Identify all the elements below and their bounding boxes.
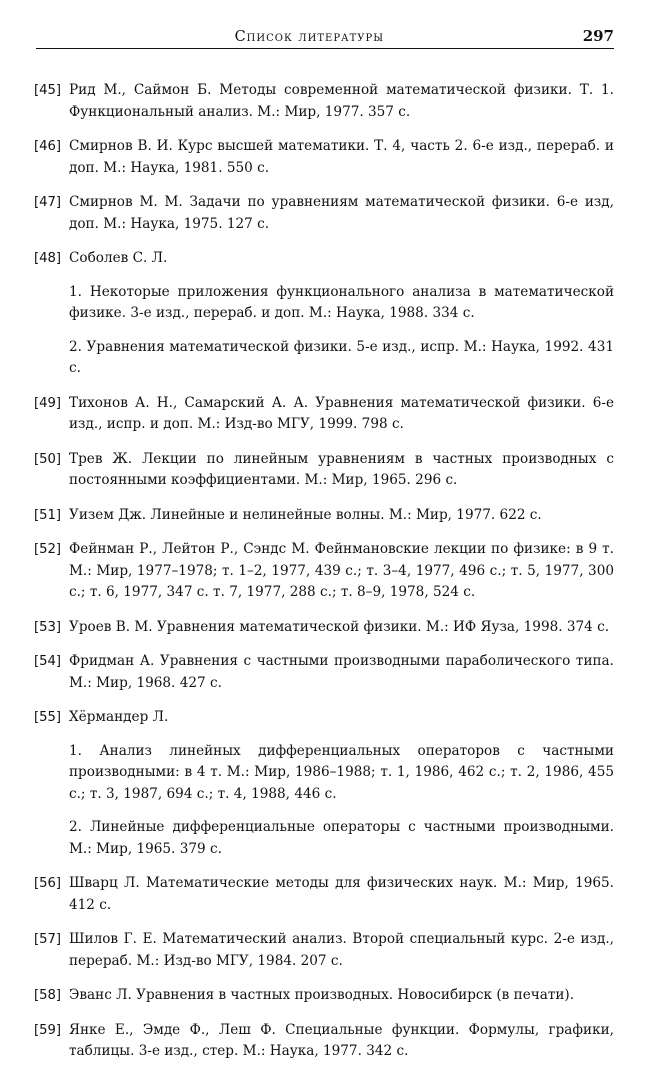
reference-text: Смирнов М. М. Задачи по уравнениям математической физики. 6-е изд, доп. М.: Наука, 1975. 127 с. bbox=[69, 194, 614, 232]
reference-number: [57] bbox=[34, 932, 62, 947]
reference-text: Трев Ж. Лекции по линейным уравнениям в частных производных с постоянными коэффициентами. М.: Мир, 1965. 296 с. bbox=[69, 450, 614, 488]
reference-number: [49] bbox=[34, 395, 62, 411]
reference-53 bbox=[34, 617, 614, 639]
reference-text: Соболев С. Л. bbox=[69, 250, 168, 266]
reference-text: Фридман А. Уравнения с частными производными параболического типа. М.: Мир, 1968. 427 с. bbox=[69, 653, 614, 691]
page-number: 297 bbox=[582, 27, 614, 45]
reference-text: Рид М., Саймон Б. Методы современной математической физики. Т. 1. Функциональный анализ. М.: Мир, 1977. 357 с. bbox=[69, 82, 614, 120]
reference-46 bbox=[34, 136, 614, 179]
reference-text: Шилов Г. Е. Математический анализ. Второй специальный курс. 2-е изд., перераб. М.: Изд-во МГУ, 1984. 207 с. bbox=[69, 931, 614, 969]
reference-58 bbox=[34, 985, 614, 1007]
reference-51 bbox=[34, 505, 614, 527]
reference-text: Янке Е., Эмде Ф., Леш Ф. Специальные функции. Формулы, графики, таблицы. 3-е изд., стер. М.: Наука, 1977. 342 с. bbox=[69, 1021, 614, 1059]
header-title: Список литературы bbox=[234, 29, 385, 45]
reference-47 bbox=[34, 192, 614, 235]
reference-text: Уизем Дж. Линейные и нелинейные волны. М.: Мир, 1977. 622 с. bbox=[69, 506, 542, 523]
reference-text: Смирнов В. И. Курс высшей математики. Т. 4, часть 2. 6-е изд., перераб. и доп. М.: Наука, 1981. 550 с. bbox=[69, 138, 614, 176]
reference-subitem: 1. Анализ линейных дифференциальных операторов с частными производными: в 4 т. М.: Мир, 1986–1988; т. 1, 1986, 462 с.; т. 2, 1986, 455 с.; т. 3, 1987, 694 с.; т. 4, 1988, 446 с. bbox=[69, 742, 614, 802]
reference-59 bbox=[34, 1020, 614, 1063]
reference-56 bbox=[34, 873, 614, 916]
reference-text: Хёрмандер Л. bbox=[69, 709, 169, 725]
reference-number: [52] bbox=[34, 542, 62, 557]
reference-number: [45] bbox=[34, 83, 62, 98]
reference-text: Шварц Л. Математические методы для физических наук. М.: Мир, 1965. 412 с. bbox=[69, 875, 614, 913]
reference-49 bbox=[34, 393, 614, 436]
reference-number: [53] bbox=[34, 619, 62, 635]
reference-45 bbox=[34, 80, 614, 123]
reference-48 bbox=[34, 248, 614, 380]
reference-subitem: 2. Линейные дифференциальные операторы с частными производными. М.: Мир, 1965. 379 с. bbox=[69, 819, 614, 857]
reference-number: [46] bbox=[34, 139, 62, 154]
reference-number: [48] bbox=[34, 251, 62, 266]
reference-text: Эванс Л. Уравнения в частных производных. Новосибирск (в печати). bbox=[69, 987, 575, 1003]
reference-text: Уроев В. М. Уравнения математической физики. М.: ИФ Яуза, 1998. 374 с. bbox=[69, 618, 610, 635]
reference-number: [59] bbox=[34, 1022, 62, 1038]
reference-50 bbox=[34, 449, 614, 492]
reference-text: Тихонов А. Н., Самарский А. А. Уравнения математической физики. 6-е изд., испр. и доп. М.: Изд-во МГУ, 1999. 798 с. bbox=[69, 394, 614, 432]
reference-57 bbox=[34, 929, 614, 972]
reference-text: Фейнман Р., Лейтон Р., Сэндс М. Фейнмановские лекции по физике: в 9 т. М.: Мир, 1977–1978; т. 1–2, 1977, 439 с.; т. 3–4, 1977, 496 с.; т. 5, 1977, 300 с.; т. 6, 1977, 347 с. т. 7, 1977, 288 с.; т. 8–9, 1978, 524 с. bbox=[69, 541, 614, 600]
reference-number: [56] bbox=[34, 876, 62, 891]
reference-number: [54] bbox=[34, 654, 62, 669]
reference-subitem: 2. Уравнения математической физики. 5-е изд., испр. М.: Наука, 1992. 431 с. bbox=[69, 338, 614, 376]
reference-number: [58] bbox=[34, 988, 62, 1003]
reference-55 bbox=[34, 707, 614, 860]
reference-list bbox=[34, 80, 614, 1076]
reference-number: [55] bbox=[34, 710, 62, 725]
reference-subitem: 1. Некоторые приложения функционального анализа в математической физике. 3-е изд., перераб. и доп. М.: Наука, 1988. 334 с. bbox=[69, 283, 614, 321]
reference-number: [51] bbox=[34, 507, 62, 523]
reference-number: [50] bbox=[34, 451, 62, 467]
reference-number: [47] bbox=[34, 195, 62, 210]
reference-54 bbox=[34, 651, 614, 694]
running-header bbox=[36, 22, 614, 49]
reference-52 bbox=[34, 539, 614, 604]
